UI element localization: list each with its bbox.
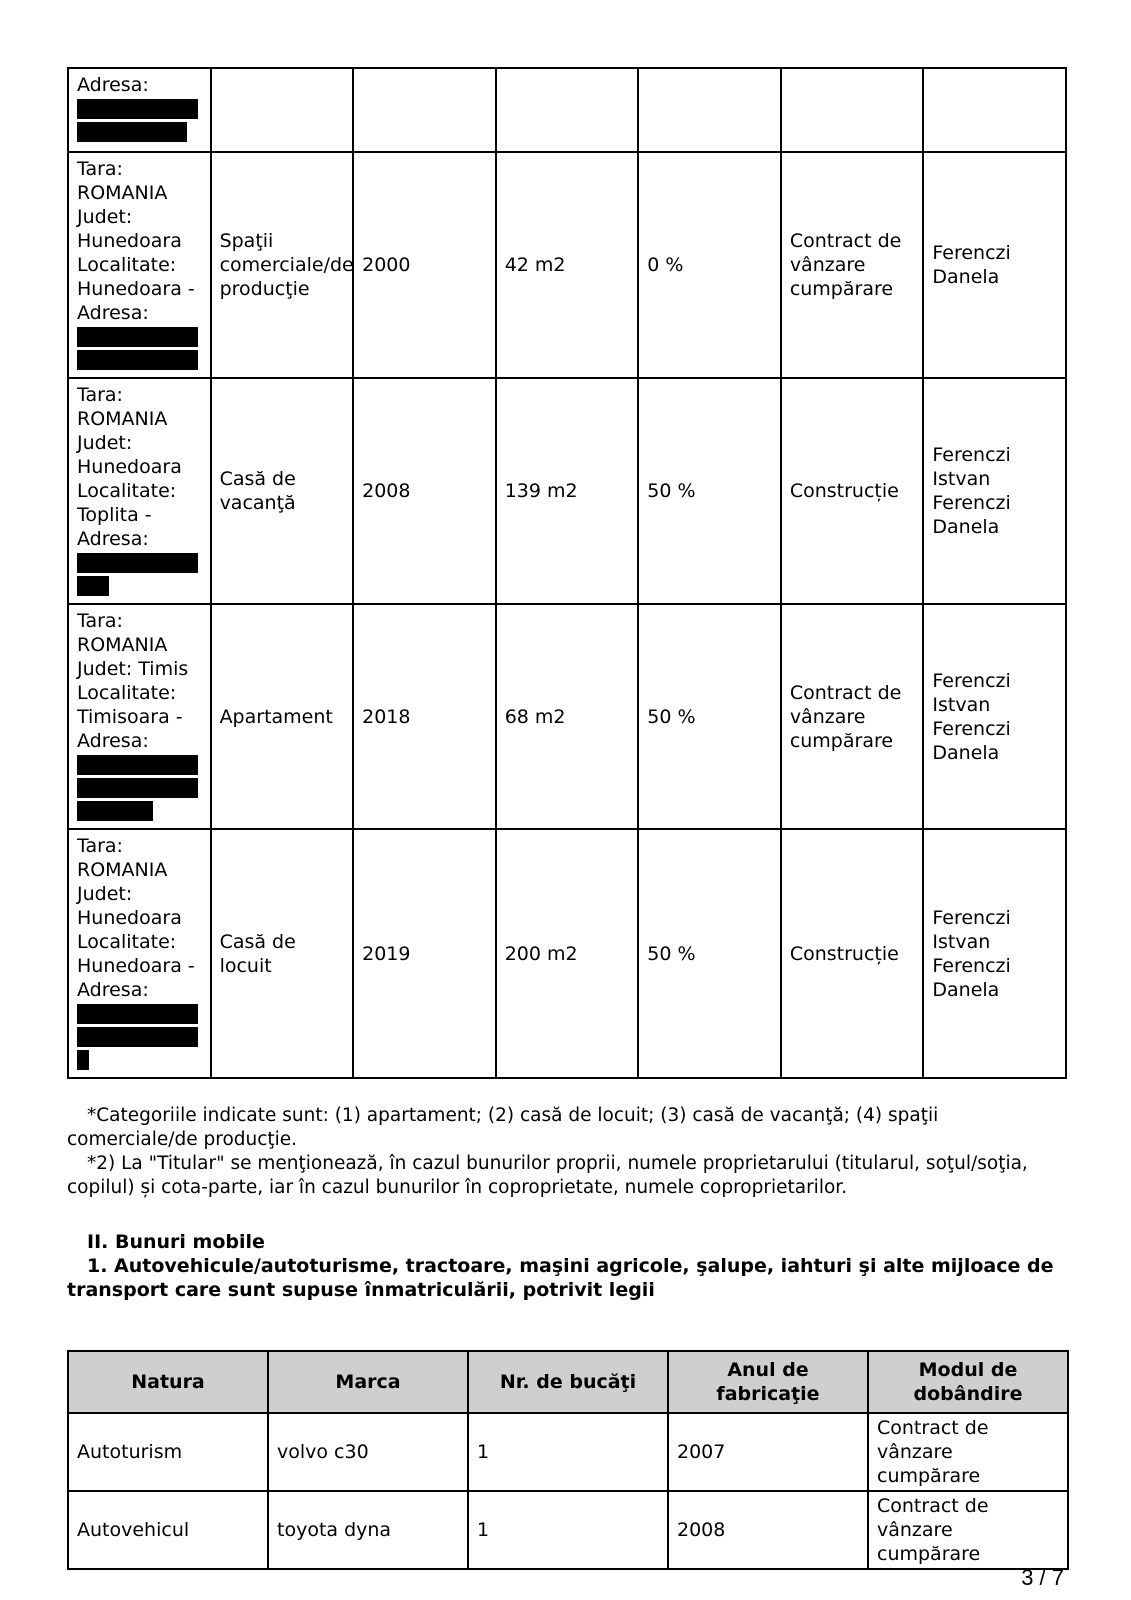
column-header: Nr. de bucăţi [468,1351,668,1413]
table-row [68,604,1066,829]
address-line: Judet: Timis [77,658,189,680]
owner-cell: Ferenczi Istvan Ferenczi Danela [923,378,1066,604]
owner-cell: Ferenczi Danela [923,152,1066,378]
category-cell [211,68,354,152]
column-header: Natura [68,1351,268,1413]
year-cell [353,68,496,152]
address-line: Localitate: [77,682,177,704]
year-cell: 2019 [353,829,496,1078]
share-cell: 50 % [638,604,781,829]
table-cell: volvo c30 [268,1413,468,1491]
address-line: Hunedoara - [77,278,195,300]
category-cell: Spaţii comerciale/de producţie [211,152,354,378]
table-cell: Autoturism [68,1413,268,1491]
address-line: ROMANIA [77,182,168,204]
redaction-block [77,755,198,775]
owner-cell: Ferenczi Istvan Ferenczi Danela [923,829,1066,1078]
table-cell: toyota dyna [268,1491,468,1569]
area-cell: 200 m2 [496,829,639,1078]
address-line: Hunedoara [77,456,182,478]
redaction-block [77,327,198,347]
address-line: Tara: [77,835,123,857]
table-cell: Contract de vânzare cumpărare [868,1491,1068,1569]
footnote-titular: *2) La "Titular" se menţionează, în cazul bunurilor proprii, numele proprietarului (titularul, soţul/soţia, copilul) și cota-parte, iar în cazul bunurilor în coproprietate, numele coproprietarilor. [67,1153,1028,1198]
address-line: Tara: [77,384,123,406]
owner-cell [923,68,1066,152]
acquisition-cell [781,68,924,152]
year-cell: 2000 [353,152,496,378]
redaction-block [77,553,198,573]
table-cell: 1 [468,1413,668,1491]
column-header: Modul de dobândire [868,1351,1068,1413]
year-cell: 2008 [353,378,496,604]
table-header-row [68,1351,1068,1413]
share-cell: 50 % [638,378,781,604]
address-line: Judet: [77,206,133,228]
area-cell: 139 m2 [496,378,639,604]
table-row [68,1413,1068,1491]
address-line: ROMANIA [77,634,168,656]
address-cell [68,829,211,1078]
page-number: 3 / 7 [1021,1565,1064,1590]
category-cell: Casă de vacanţă [211,378,354,604]
section-heading [67,1230,1067,1302]
owner-cell: Ferenczi Istvan Ferenczi Danela [923,604,1066,829]
redaction-block [77,99,198,119]
redaction-block [77,576,109,596]
table-cell: Contract de vânzare cumpărare [868,1413,1068,1491]
acquisition-cell: Contract de vânzare cumpărare [781,604,924,829]
real-estate-table [67,67,1067,1079]
acquisition-cell: Construcție [781,378,924,604]
address-line: Adresa: [77,302,149,324]
address-line: Judet: [77,432,133,454]
redaction-block [77,1027,198,1047]
section-title: II. Bunuri mobile [87,1231,265,1253]
area-cell: 68 m2 [496,604,639,829]
address-line: Adresa: [77,730,149,752]
table-row [68,68,1066,152]
area-cell [496,68,639,152]
address-line: Localitate: [77,480,177,502]
year-cell: 2018 [353,604,496,829]
redaction-block [77,350,198,370]
redaction-block [77,122,187,142]
address-line: Hunedoara - [77,955,195,977]
category-cell: Casă de locuit [211,829,354,1078]
address-line: Hunedoara [77,230,182,252]
address-line: ROMANIA [77,859,168,881]
address-line: ROMANIA [77,408,168,430]
redaction-block [77,778,198,798]
address-line: Tara: [77,610,123,632]
address-line: Toplita - [77,504,152,526]
table-row [68,1491,1068,1569]
table-row [68,152,1066,378]
table-cell: 2007 [668,1413,868,1491]
column-header: Marca [268,1351,468,1413]
acquisition-cell: Contract de vânzare cumpărare [781,152,924,378]
address-line: Judet: [77,883,133,905]
redaction-block [77,801,153,821]
address-line: Localitate: [77,931,177,953]
redaction-block [77,1004,198,1024]
address-line: Timisoara - [77,706,183,728]
redaction-block [77,1050,89,1070]
footnotes [67,1104,1067,1200]
table-cell: Autovehicul [68,1491,268,1569]
section-subtitle: 1. Autovehicule/autoturisme, tractoare, maşini agricole, şalupe, iahturi şi alte mijloace de transport care sunt supuse înmatriculării, potrivit legii [67,1255,1054,1301]
address-cell [68,604,211,829]
address-line: Adresa: [77,979,149,1001]
acquisition-cell: Construcție [781,829,924,1078]
address-cell [68,68,211,152]
table-row [68,829,1066,1078]
vehicles-table [67,1350,1069,1570]
area-cell: 42 m2 [496,152,639,378]
column-header: Anul de fabricaţie [668,1351,868,1413]
address-line: Tara: [77,158,123,180]
address-cell [68,378,211,604]
share-cell [638,68,781,152]
address-line: Adresa: [77,528,149,550]
table-cell: 1 [468,1491,668,1569]
table-row [68,378,1066,604]
category-cell: Apartament [211,604,354,829]
address-line: Adresa: [77,74,149,96]
table-cell: 2008 [668,1491,868,1569]
share-cell: 0 % [638,152,781,378]
footnote-categories: *Categoriile indicate sunt: (1) apartament; (2) casă de locuit; (3) casă de vacanţă; (4) spaţii comerciale/de producţie. [67,1105,939,1150]
address-line: Hunedoara [77,907,182,929]
share-cell: 50 % [638,829,781,1078]
address-line: Localitate: [77,254,177,276]
address-cell [68,152,211,378]
